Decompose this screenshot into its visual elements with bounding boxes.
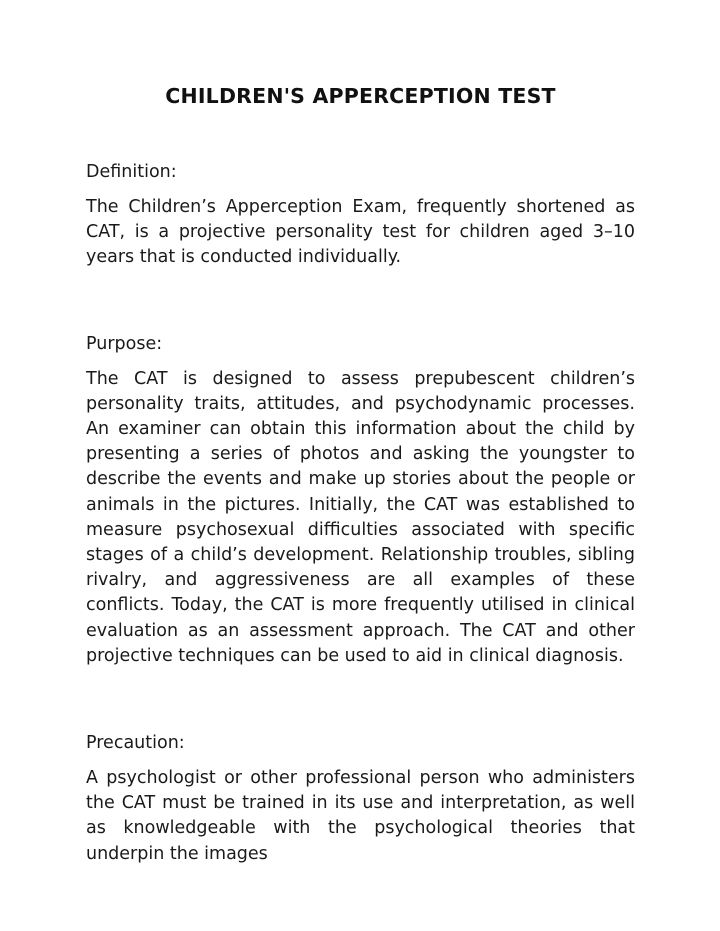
document-content bbox=[86, 0, 635, 867]
section-body-purpose: The CAT is designed to assess prepubescent children’s personality traits, attitudes, and psychodynamic processes. An examiner can obtain this information about the child by presenting a series of photos and asking the youngster to describe the events and make up stories about the people or animals in the pictures. Initially, the CAT was established to measure psychosexual difficulties associated with specific stages of a child’s development. Relationship troubles, sibling rivalry, and aggressiveness are all examples of these conflicts. Today, the CAT is more frequently utilised in clinical evaluation as an assessment approach. The CAT and other projective techniques can be used to aid in clinical diagnosis. bbox=[86, 368, 635, 666]
section-precaution bbox=[86, 731, 635, 867]
spacer-title-definition bbox=[86, 108, 635, 160]
spacer-purpose-heading-body bbox=[86, 357, 635, 367]
spacer-definition-purpose bbox=[86, 271, 635, 332]
spacer-definition-heading-body bbox=[86, 185, 635, 195]
section-body-definition: The Children’s Apperception Exam, frequently shortened as CAT, is a projective personality test for children aged 3–10 years that is conducted individually. bbox=[86, 197, 635, 268]
section-heading-definition: Definition: bbox=[86, 162, 177, 182]
spacer-precaution-heading-body bbox=[86, 756, 635, 766]
spacer-purpose-precaution bbox=[86, 669, 635, 731]
section-definition bbox=[86, 160, 635, 271]
section-body-precaution: A psychologist or other professional person who administers the CAT must be trained in its use and interpretation, as well as knowledgeable with the psychological theories that underpin the images bbox=[86, 768, 635, 864]
page-title: CHILDREN'S APPERCEPTION TEST bbox=[165, 84, 556, 108]
section-heading-precaution: Precaution: bbox=[86, 733, 185, 754]
section-heading-purpose: Purpose: bbox=[86, 333, 163, 354]
section-purpose bbox=[86, 332, 635, 669]
